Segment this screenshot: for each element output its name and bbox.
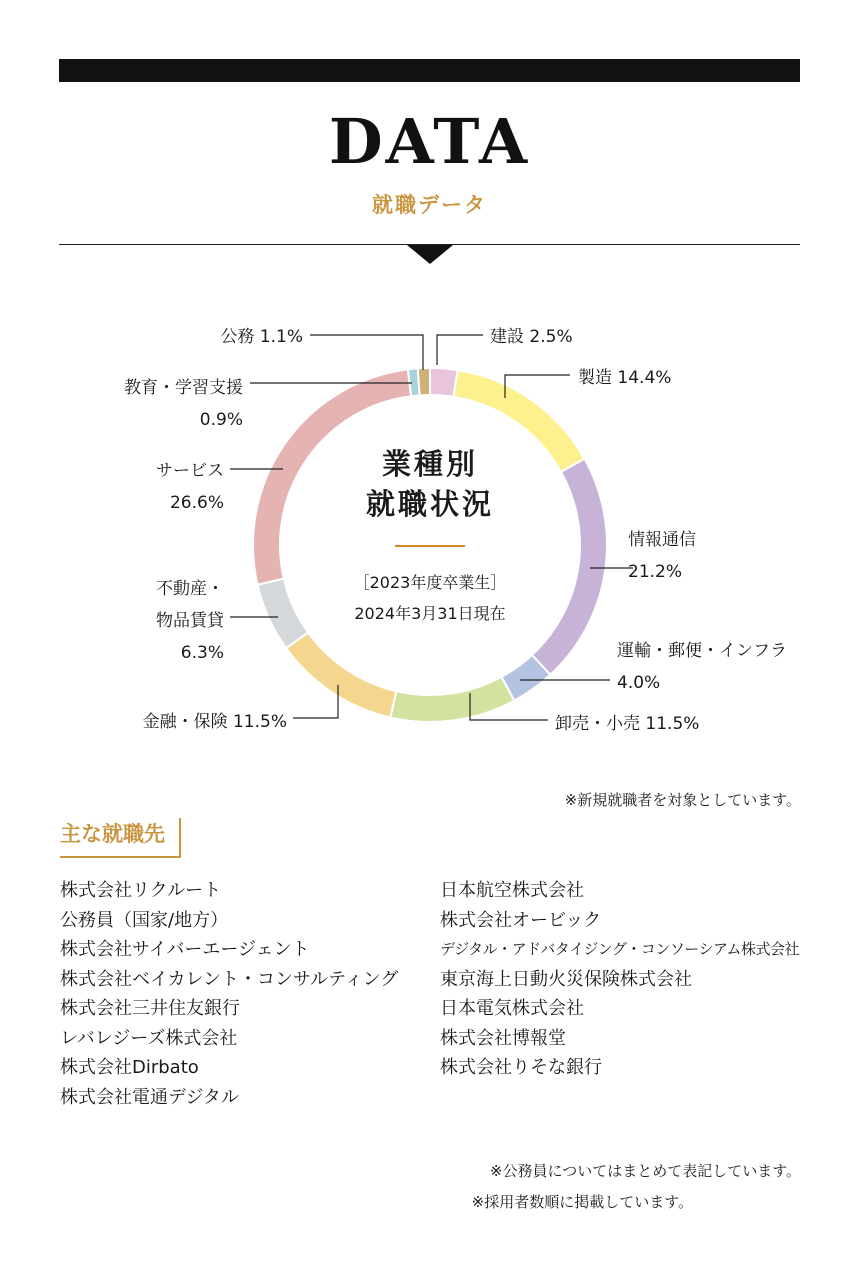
slice-label-line: 4.0% — [617, 673, 661, 693]
list-item: 株式会社三井住友銀行 — [60, 998, 240, 1019]
slice-label-line: サービス — [156, 461, 224, 481]
slice-label-line: 物品賃貸 — [156, 611, 224, 631]
slice-label-line: 情報通信 — [628, 530, 696, 550]
pie-slice — [286, 632, 396, 717]
slice-label — [578, 368, 671, 388]
slice-label-line: 6.3% — [180, 643, 224, 663]
employers-heading: 主な就職先 — [60, 818, 181, 858]
list-item: 株式会社Dirbato — [60, 1057, 199, 1078]
pie-slice — [390, 677, 514, 722]
leader-line — [437, 335, 483, 365]
slice-label-line: 運輸・郵便・インフラ — [617, 641, 787, 661]
list-item: 株式会社オービック — [440, 909, 602, 931]
chart-title-line: 就職状況 — [365, 487, 494, 521]
order-note: ※採用者数順に掲載しています。 — [471, 1193, 693, 1211]
chart-title-line: 業種別 — [381, 447, 478, 481]
list-item: 公務員（国家/地方） — [60, 909, 229, 931]
list-item: 日本電気株式会社 — [440, 998, 584, 1019]
slice-label-line: 26.6% — [169, 493, 224, 513]
list-item: 株式会社サイバーエージェント — [60, 939, 310, 960]
slice-label-line: 卸売・小売 11.5% — [555, 714, 700, 734]
new-graduates-note: ※新規就職者を対象としています。 — [564, 791, 801, 809]
list-item: 株式会社リクルート — [60, 880, 222, 901]
page-subtitle: 就職データ — [372, 193, 487, 217]
slice-label — [555, 714, 699, 734]
slice-label-line: 金融・保険 11.5% — [142, 712, 287, 732]
slice-label-line: 0.9% — [199, 410, 243, 430]
chart-title-divider — [395, 545, 465, 547]
list-item: デジタル・アドバタイジング・コンソーシアム株式会社 — [440, 940, 799, 958]
list-item: 東京海上日動火災保険株式会社 — [440, 968, 692, 990]
chart-note-line: 2024年3月31日現在 — [354, 604, 506, 623]
slice-label — [124, 378, 243, 430]
slice-label-line: 製造 14.4% — [578, 368, 672, 388]
slice-label — [617, 641, 787, 693]
slice-label-line: 21.2% — [628, 562, 683, 582]
list-item: 株式会社博報堂 — [440, 1027, 566, 1049]
slice-label-line: 教育・学習支援 — [124, 378, 243, 398]
slice-label — [143, 712, 287, 732]
chart-date-note — [300, 567, 560, 629]
slice-label — [220, 327, 303, 347]
chart-title — [300, 444, 560, 524]
slice-label-line: 不動産・ — [156, 579, 224, 599]
list-item: 日本航空株式会社 — [440, 880, 584, 901]
list-item: 株式会社電通デジタル — [60, 1086, 239, 1108]
list-item: レバレジーズ株式会社 — [60, 1027, 238, 1049]
slice-label-line: 建設 2.5% — [490, 327, 573, 347]
leader-line — [310, 335, 423, 370]
slice-label — [628, 530, 696, 582]
slice-label — [490, 327, 573, 347]
pie-slice — [418, 368, 430, 395]
employers-list-right — [440, 876, 799, 1083]
slice-label-line: 公務 1.1% — [220, 327, 303, 347]
list-item: 株式会社りそな銀行 — [440, 1057, 602, 1078]
slice-label — [156, 461, 224, 513]
slice-label — [156, 579, 225, 663]
employers-list-left — [60, 876, 398, 1112]
civil-servants-note: ※公務員についてはまとめて表記しています。 — [489, 1162, 801, 1180]
list-item: 株式会社ベイカレント・コンサルティング — [60, 968, 399, 990]
page-title: DATA — [328, 105, 531, 178]
chart-note-line: ［2023年度卒業生］ — [353, 573, 507, 592]
